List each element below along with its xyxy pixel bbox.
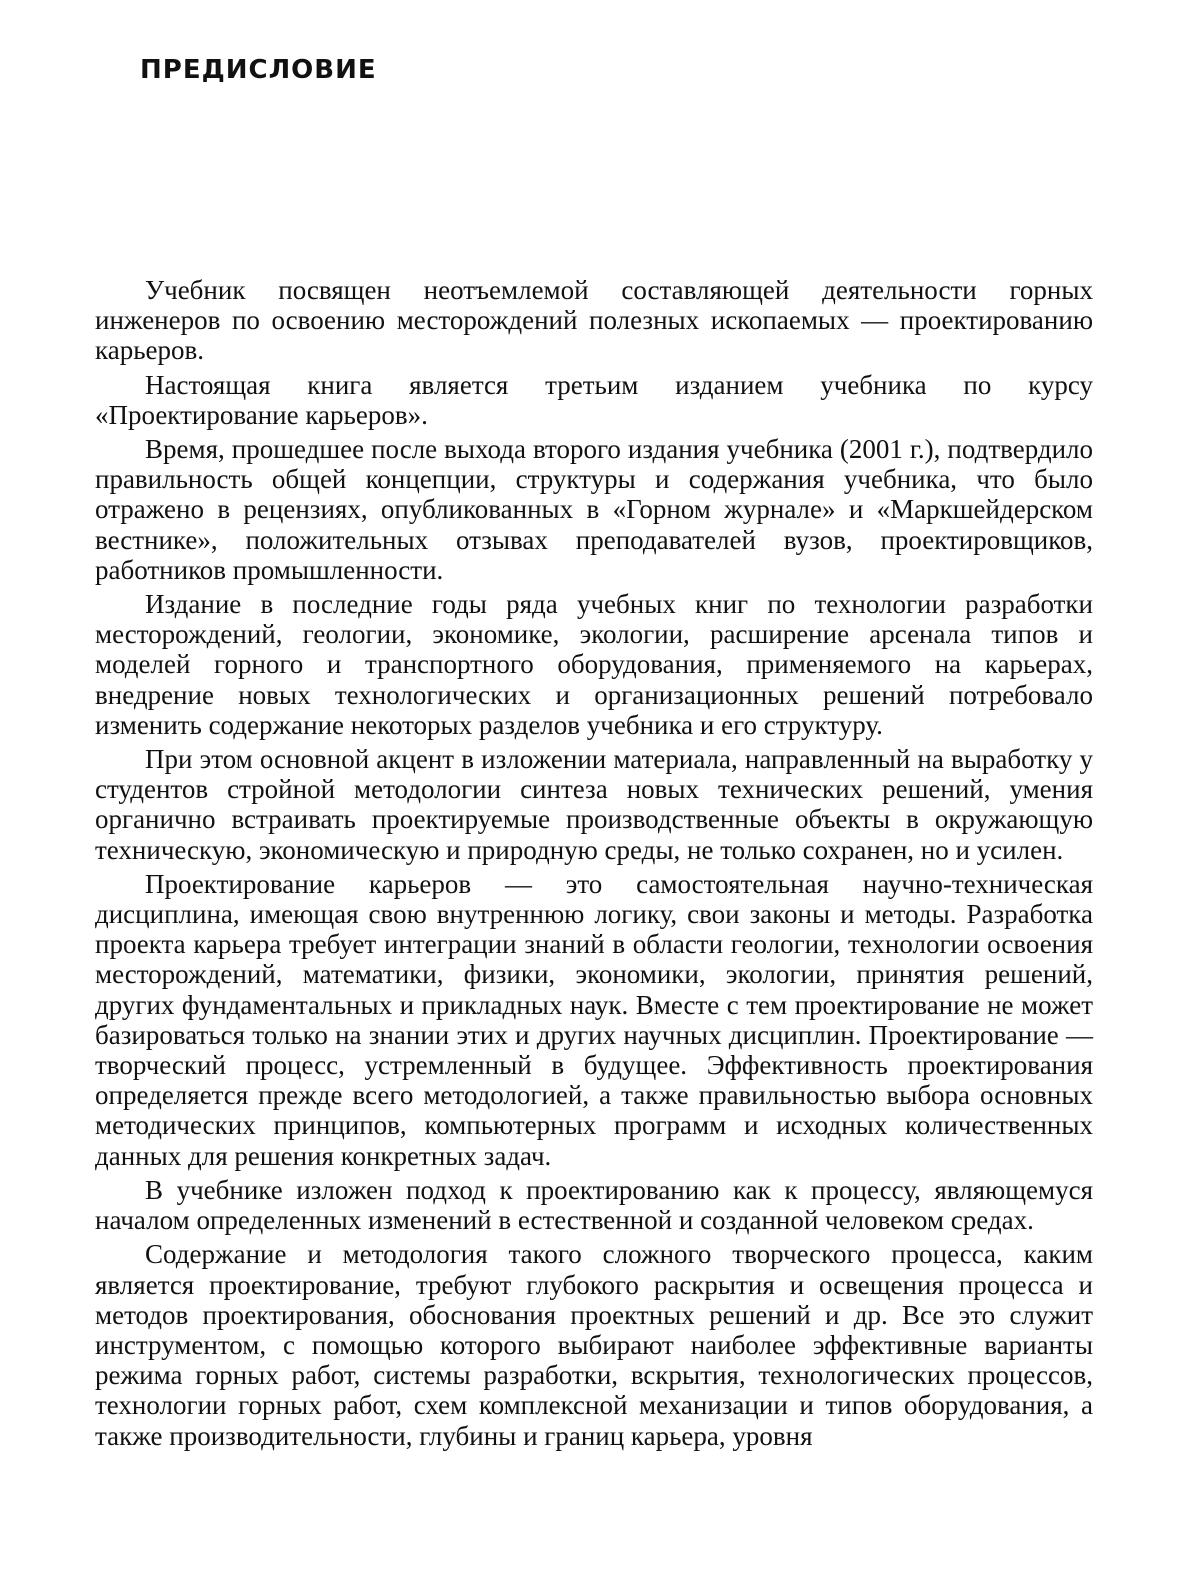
paragraph: Настоящая книга является третьим изданием учебника по курсу «Проектирование карьеров». — [95, 369, 1093, 430]
paragraph: Издание в последние годы ряда учебных книг по технологии разработки месторождений, геологии, экономике, экологии, расширение арсенала типов и моделей горного и транспортного оборудования, применяемого на карьерах, внедрение новых технологических и организационных решений потребовало изменить содержание некоторых разделов учебника и его структуру. — [95, 589, 1093, 740]
paragraph: Учебник посвящен неотъемлемой составляющей деятельности горных инженеров по освоению месторождений полезных ископаемых — проектированию карьеров. — [95, 275, 1093, 366]
paragraph: При этом основной акцент в изложении материала, направленный на выработку у студентов стройной методологии синтеза новых технических решений, умения органично встраивать проектируемые производственные объекты в окружающую техническую, экономическую и природную среды, не только сохранен, но и усилен. — [95, 744, 1093, 865]
page-title: ПРЕДИСЛОВИЕ — [140, 55, 377, 85]
paragraph: В учебнике изложен подход к проектированию как к процессу, являющемуся началом определенных изменений в естественной и созданной человеком средах. — [95, 1174, 1093, 1236]
paragraph: Содержание и методология такого сложного творческого процесса, каким является проектирование, требуют глубокого раскрытия и освещения процесса и методов проектирования, обоснования проектных решений и др. Все это служит инструментом, с помощью которого выбирают наиболее эффективные варианты режима горных работ, системы разработки, вскрытия, технологических процессов, технологии горных работ, схем комплексной механизации и типов оборудования, а также производительности, глубины и границ карьера, уровня — [95, 1239, 1093, 1451]
paragraph: Проектирование карьеров — это самостоятельная научно-техническая дисциплина, имеющая свою внутреннюю логику, свои законы и методы. Разработка проекта карьера требует интеграции знаний в области геологии, технологии освоения месторождений, математики, физики, экономики, экологии, принятия решений, других фундаментальных и прикладных наук. Вместе с тем проектирование не может базироваться только на знании этих и других научных дисциплин. Проектирование — творческий процесс, устремленный в будущее. Эффективность проектирования определяется прежде всего методологией, а также правильностью выбора основных методических принципов, компьютерных программ и исходных количественных данных для решения конкретных задач. — [95, 868, 1093, 1171]
body-text — [95, 275, 1093, 1455]
paragraph: Время, прошедшее после выхода второго издания учебника (2001 г.), подтвердило правильность общей концепции, структуры и содержания учебника, что было отражено в рецензиях, опубликованных в «Горном журнале» и «Маркшейдерском вестнике», положительных отзывах преподавателей вузов, проектировщиков, работников промышленности. — [95, 434, 1093, 585]
